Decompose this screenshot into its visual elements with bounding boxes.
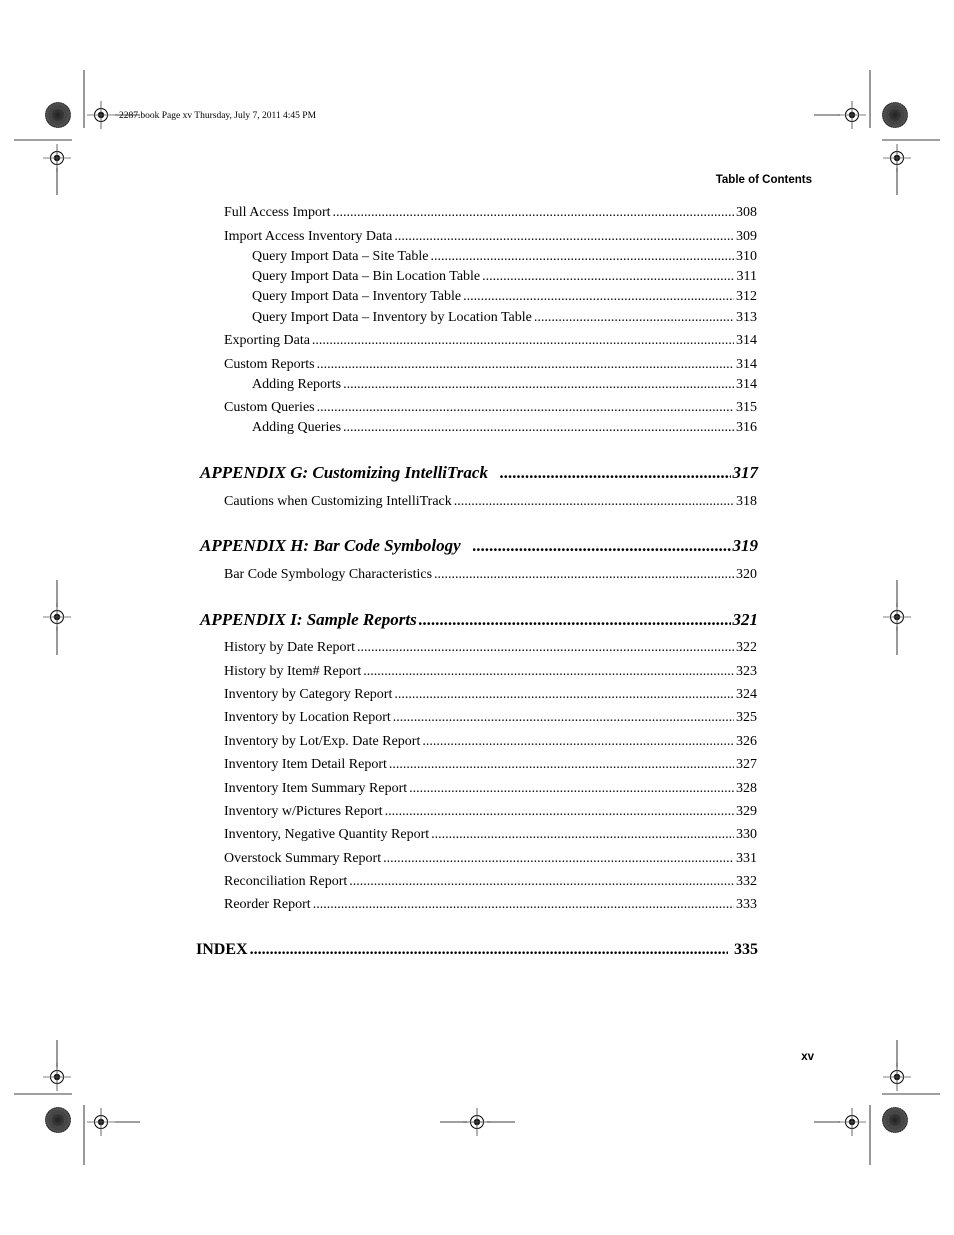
leader-dots	[385, 804, 734, 820]
toc-entry[interactable]	[224, 640, 757, 656]
toc-page: 320	[736, 567, 757, 582]
toc-label: Inventory, Negative Quantity Report	[224, 827, 430, 842]
toc-label: Custom Queries	[224, 400, 315, 415]
leader-dots	[349, 874, 734, 890]
toc-label: Reorder Report	[224, 897, 311, 912]
leader-dots	[393, 710, 734, 726]
leader-dots	[313, 897, 734, 913]
leader-dots	[473, 536, 731, 556]
toc-entry[interactable]	[224, 664, 757, 680]
toc-page: 323	[736, 664, 757, 679]
toc-page: 329	[736, 804, 757, 819]
toc-entry[interactable]	[224, 734, 757, 750]
toc-page: 308	[736, 205, 757, 220]
toc-label: APPENDIX H: Bar Code Symbology	[200, 536, 461, 555]
toc-entry[interactable]	[224, 827, 757, 843]
toc-entry[interactable]	[224, 851, 757, 867]
toc-label: Query Import Data – Inventory by Location Table	[252, 310, 532, 325]
toc-page: 326	[736, 734, 757, 749]
toc-label: History by Date Report	[224, 640, 356, 655]
toc-label: INDEX	[196, 941, 248, 958]
toc-entry[interactable]	[224, 757, 757, 773]
toc-label: Overstock Summary Report	[224, 851, 382, 866]
toc-page: 333	[736, 897, 757, 912]
toc-page: 312	[736, 289, 757, 304]
toc-entry[interactable]	[252, 310, 757, 326]
leader-dots	[317, 357, 734, 373]
toc-page: 319	[732, 536, 758, 555]
leader-dots	[250, 941, 728, 959]
toc-entry[interactable]	[224, 400, 757, 416]
leader-dots	[383, 851, 734, 867]
leader-dots	[434, 567, 734, 583]
toc-page: 314	[736, 377, 757, 392]
toc-entry[interactable]	[252, 377, 757, 393]
toc-label: Inventory by Location Report	[224, 710, 391, 725]
toc-page: 325	[736, 710, 757, 725]
leader-dots	[317, 400, 734, 416]
toc-page: 332	[736, 874, 757, 889]
toc-entry[interactable]	[252, 420, 757, 436]
toc-page: 314	[736, 357, 757, 372]
toc-label: Exporting Data	[224, 333, 310, 348]
toc-label: Inventory by Lot/Exp. Date Report	[224, 734, 421, 749]
leader-dots	[463, 289, 734, 305]
toc-index-heading[interactable]	[196, 941, 758, 959]
toc-label: Query Import Data – Bin Location Table	[252, 269, 481, 284]
toc-page: 331	[736, 851, 757, 866]
toc-page: 313	[736, 310, 757, 325]
leader-dots	[389, 757, 734, 773]
toc-entry[interactable]	[224, 687, 757, 703]
running-head: Table of Contents	[715, 174, 812, 186]
leader-dots	[409, 781, 734, 797]
toc-page: 335	[734, 941, 758, 958]
leader-dots	[394, 687, 734, 703]
toc-label: APPENDIX G: Customizing IntelliTrack	[200, 463, 488, 482]
leader-dots	[333, 205, 734, 221]
toc-appendix-heading[interactable]	[200, 610, 758, 630]
toc-entry[interactable]	[224, 205, 757, 221]
leader-dots	[430, 249, 734, 265]
toc-label: Query Import Data – Site Table	[252, 249, 429, 264]
leader-dots	[357, 640, 734, 656]
toc-label: Inventory Item Detail Report	[224, 757, 387, 772]
toc-page: 318	[736, 494, 757, 509]
toc-appendix-heading[interactable]	[200, 463, 758, 483]
leader-dots	[312, 333, 734, 349]
toc-entry[interactable]	[224, 897, 757, 913]
toc-page: 314	[736, 333, 757, 348]
toc-page: 330	[736, 827, 757, 842]
leader-dots	[431, 827, 734, 843]
leader-dots	[500, 463, 731, 483]
toc-page: 324	[736, 687, 757, 702]
toc-entry[interactable]	[224, 567, 757, 583]
toc-entry[interactable]	[224, 494, 757, 510]
toc-page: 310	[736, 249, 757, 264]
leader-dots	[394, 229, 734, 245]
toc-label: Custom Reports	[224, 357, 315, 372]
toc-label: History by Item# Report	[224, 664, 362, 679]
toc-entry[interactable]	[224, 357, 757, 373]
toc-label: Inventory by Category Report	[224, 687, 393, 702]
toc-entry[interactable]	[252, 249, 757, 265]
leader-dots	[534, 310, 734, 326]
toc-label: Query Import Data – Inventory Table	[252, 289, 462, 304]
toc-label: Inventory w/Pictures Report	[224, 804, 383, 819]
page-number: xv	[801, 1051, 814, 1063]
leader-dots	[454, 494, 734, 510]
toc-appendix-heading[interactable]	[200, 536, 758, 556]
toc-page: 311	[736, 269, 757, 284]
toc-label: APPENDIX I: Sample Reports	[200, 610, 417, 629]
leader-dots	[363, 664, 734, 680]
toc-entry[interactable]	[224, 874, 757, 890]
toc-page: 309	[736, 229, 757, 244]
toc-page: 317	[732, 463, 758, 482]
leader-dots	[343, 377, 734, 393]
toc-label: Inventory Item Summary Report	[224, 781, 408, 796]
toc-page: 322	[736, 640, 757, 655]
toc-label: Reconciliation Report	[224, 874, 348, 889]
toc-entry[interactable]	[224, 781, 757, 797]
toc-page: 321	[732, 610, 758, 629]
toc-page: 316	[736, 420, 757, 435]
toc-label: Adding Queries	[252, 420, 342, 435]
toc-label: Cautions when Customizing IntelliTrack	[224, 494, 452, 509]
toc-label: Full Access Import	[224, 205, 331, 220]
toc-page: 315	[736, 400, 757, 415]
toc-page: 327	[736, 757, 757, 772]
leader-dots	[343, 420, 734, 436]
toc-page: 328	[736, 781, 757, 796]
toc-entry[interactable]	[224, 710, 757, 726]
leader-dots	[482, 269, 734, 285]
leader-dots	[422, 734, 734, 750]
toc-entry[interactable]	[224, 333, 757, 349]
leader-dots	[419, 610, 731, 630]
toc-entry[interactable]	[252, 269, 757, 285]
toc-entry[interactable]	[252, 289, 757, 305]
toc-entry[interactable]	[224, 229, 757, 245]
toc-label: Adding Reports	[252, 377, 342, 392]
toc-label: Import Access Inventory Data	[224, 229, 393, 244]
print-header: 2287.book Page xv Thursday, July 7, 2011 4:45 PM	[119, 111, 317, 121]
toc-label: Bar Code Symbology Characteristics	[224, 567, 433, 582]
toc-entry[interactable]	[224, 804, 757, 820]
